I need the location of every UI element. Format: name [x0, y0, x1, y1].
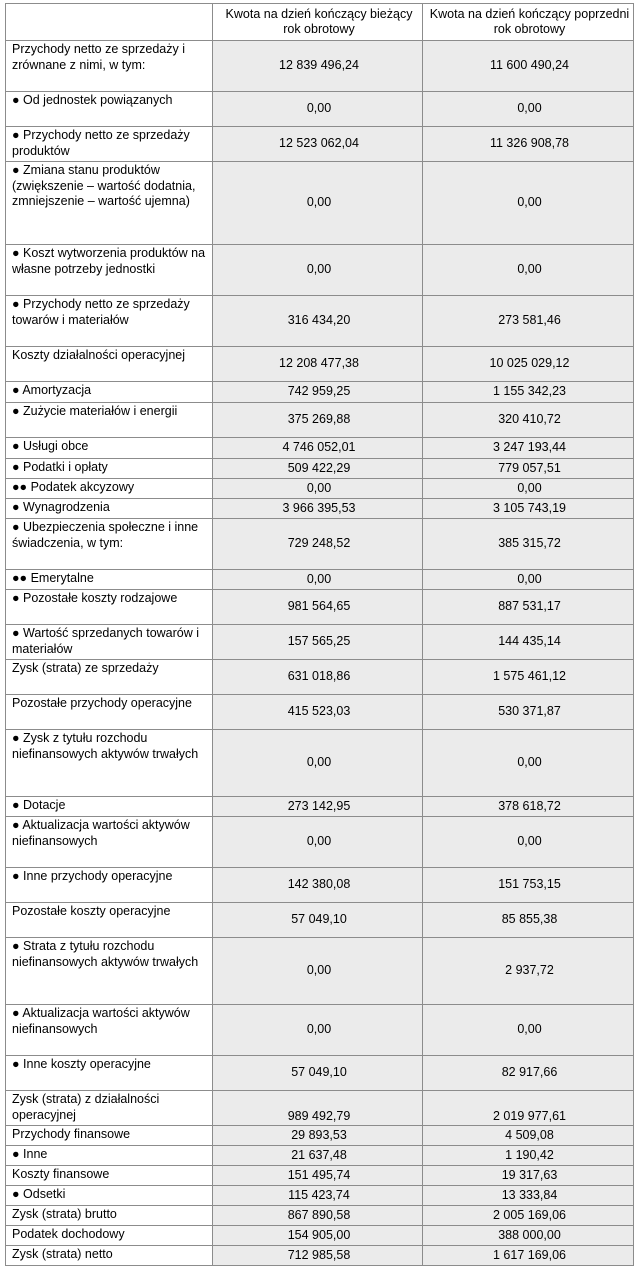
row-value-previous: 1 617 169,06 [423, 1246, 634, 1266]
row-label: Pozostałe przychody operacyjne [6, 695, 213, 730]
row-value-current: 742 959,25 [213, 382, 423, 403]
row-label: ● Podatki i opłaty [6, 459, 213, 479]
table-row [6, 127, 634, 162]
row-value-current: 316 434,20 [213, 296, 423, 347]
table-row [6, 1226, 634, 1246]
table-row [6, 162, 634, 245]
row-label: ● Wynagrodzenia [6, 499, 213, 519]
row-label: ● Zużycie materiałów i energii [6, 403, 213, 438]
row-value-previous: 2 005 169,06 [423, 1206, 634, 1226]
table-row [6, 817, 634, 868]
row-value-previous: 530 371,87 [423, 695, 634, 730]
row-value-previous: 3 105 743,19 [423, 499, 634, 519]
table-row [6, 903, 634, 938]
row-label: ● Przychody netto ze sprzedaży produktów [6, 127, 213, 162]
table-row [6, 1056, 634, 1091]
table-row [6, 459, 634, 479]
row-value-current: 712 985,58 [213, 1246, 423, 1266]
row-label: ● Odsetki [6, 1186, 213, 1206]
table-row [6, 695, 634, 730]
row-value-current: 29 893,53 [213, 1126, 423, 1146]
row-value-current: 867 890,58 [213, 1206, 423, 1226]
row-value-previous: 0,00 [423, 162, 634, 245]
table-row [6, 868, 634, 903]
row-value-previous: 2 937,72 [423, 938, 634, 1005]
row-label: Przychody netto ze sprzedaży i zrównane z nimi, w tym: [6, 41, 213, 92]
row-label: ● Inne [6, 1146, 213, 1166]
row-value-previous: 385 315,72 [423, 519, 634, 570]
row-value-previous: 82 917,66 [423, 1056, 634, 1091]
row-value-current: 12 208 477,38 [213, 347, 423, 382]
row-value-current: 415 523,03 [213, 695, 423, 730]
row-label: ● Usługi obce [6, 438, 213, 459]
row-value-current: 142 380,08 [213, 868, 423, 903]
row-value-previous: 887 531,17 [423, 590, 634, 625]
row-label: ● Od jednostek powiązanych [6, 92, 213, 127]
header-empty-cell [6, 4, 213, 41]
row-value-previous: 0,00 [423, 479, 634, 499]
row-value-previous: 11 326 908,78 [423, 127, 634, 162]
row-label: ● Aktualizacja wartości aktywów niefinansowych [6, 817, 213, 868]
row-label: ● Amortyzacja [6, 382, 213, 403]
row-value-current: 157 565,25 [213, 625, 423, 660]
table-row [6, 479, 634, 499]
row-label: ● Dotacje [6, 797, 213, 817]
row-label: ● Przychody netto ze sprzedaży towarów i materiałów [6, 296, 213, 347]
row-label: ● Strata z tytułu rozchodu niefinansowych aktywów trwałych [6, 938, 213, 1005]
table-row [6, 382, 634, 403]
table-row [6, 403, 634, 438]
table-row [6, 1206, 634, 1226]
table-row [6, 1166, 634, 1186]
row-label: Zysk (strata) netto [6, 1246, 213, 1266]
row-value-current: 0,00 [213, 570, 423, 590]
row-value-previous: 0,00 [423, 245, 634, 296]
table-row [6, 938, 634, 1005]
table-row [6, 438, 634, 459]
row-label: ● Aktualizacja wartości aktywów niefinansowych [6, 1005, 213, 1056]
row-value-previous: 0,00 [423, 570, 634, 590]
row-value-previous: 3 247 193,44 [423, 438, 634, 459]
table-row [6, 570, 634, 590]
row-value-previous: 388 000,00 [423, 1226, 634, 1246]
row-value-previous: 151 753,15 [423, 868, 634, 903]
row-value-previous: 19 317,63 [423, 1166, 634, 1186]
row-label: ● Koszt wytworzenia produktów na własne potrzeby jednostki [6, 245, 213, 296]
row-value-previous: 0,00 [423, 1005, 634, 1056]
row-value-current: 115 423,74 [213, 1186, 423, 1206]
row-value-current: 989 492,79 [213, 1091, 423, 1126]
row-value-current: 0,00 [213, 92, 423, 127]
row-value-current: 729 248,52 [213, 519, 423, 570]
row-value-previous: 2 019 977,61 [423, 1091, 634, 1126]
financial-statement-table [5, 3, 634, 1266]
row-value-current: 4 746 052,01 [213, 438, 423, 459]
table-row [6, 347, 634, 382]
row-value-previous: 85 855,38 [423, 903, 634, 938]
row-value-current: 0,00 [213, 938, 423, 1005]
table-row [6, 1186, 634, 1206]
row-value-previous: 320 410,72 [423, 403, 634, 438]
row-value-current: 375 269,88 [213, 403, 423, 438]
row-label: ● Ubezpieczenia społeczne i inne świadczenia, w tym: [6, 519, 213, 570]
row-value-current: 21 637,48 [213, 1146, 423, 1166]
row-value-previous: 273 581,46 [423, 296, 634, 347]
row-value-current: 631 018,86 [213, 660, 423, 695]
row-value-previous: 0,00 [423, 817, 634, 868]
row-label: ●● Emerytalne [6, 570, 213, 590]
row-value-current: 151 495,74 [213, 1166, 423, 1186]
row-label: Zysk (strata) ze sprzedaży [6, 660, 213, 695]
table-body [6, 41, 634, 1266]
table-row [6, 296, 634, 347]
row-value-previous: 779 057,51 [423, 459, 634, 479]
row-label: Zysk (strata) z działalności operacyjnej [6, 1091, 213, 1126]
row-label: Podatek dochodowy [6, 1226, 213, 1246]
row-value-current: 3 966 395,53 [213, 499, 423, 519]
table-row [6, 499, 634, 519]
row-value-current: 0,00 [213, 730, 423, 797]
row-label: ● Inne przychody operacyjne [6, 868, 213, 903]
row-label: ● Zmiana stanu produktów (zwiększenie – wartość dodatnia, zmniejszenie – wartość ujemna) [6, 162, 213, 245]
table-row [6, 660, 634, 695]
row-value-previous: 4 509,08 [423, 1126, 634, 1146]
row-value-previous: 1 190,42 [423, 1146, 634, 1166]
row-value-current: 0,00 [213, 162, 423, 245]
row-value-current: 57 049,10 [213, 1056, 423, 1091]
row-label: Pozostałe koszty operacyjne [6, 903, 213, 938]
table-row [6, 245, 634, 296]
table-row [6, 1091, 634, 1126]
row-label: ● Inne koszty operacyjne [6, 1056, 213, 1091]
table-row [6, 1126, 634, 1146]
row-value-current: 154 905,00 [213, 1226, 423, 1246]
row-value-current: 509 422,29 [213, 459, 423, 479]
row-value-previous: 1 155 342,23 [423, 382, 634, 403]
table-row [6, 1146, 634, 1166]
header-current-year: Kwota na dzień kończący bieżący rok obrotowy [213, 4, 423, 41]
row-value-current: 12 523 062,04 [213, 127, 423, 162]
header-previous-year: Kwota na dzień kończący poprzedni rok obrotowy [423, 4, 634, 41]
row-value-previous: 144 435,14 [423, 625, 634, 660]
row-value-previous: 1 575 461,12 [423, 660, 634, 695]
row-label: Koszty działalności operacyjnej [6, 347, 213, 382]
row-value-previous: 11 600 490,24 [423, 41, 634, 92]
row-value-current: 57 049,10 [213, 903, 423, 938]
row-value-previous: 10 025 029,12 [423, 347, 634, 382]
row-label: Zysk (strata) brutto [6, 1206, 213, 1226]
table-row [6, 590, 634, 625]
row-label: ● Pozostałe koszty rodzajowe [6, 590, 213, 625]
row-value-current: 0,00 [213, 245, 423, 296]
row-value-previous: 378 618,72 [423, 797, 634, 817]
table-row [6, 730, 634, 797]
table-row [6, 519, 634, 570]
table-row [6, 1246, 634, 1266]
row-value-current: 12 839 496,24 [213, 41, 423, 92]
row-value-current: 0,00 [213, 479, 423, 499]
row-value-previous: 0,00 [423, 730, 634, 797]
table-row [6, 92, 634, 127]
table-row [6, 797, 634, 817]
row-label: ● Zysk z tytułu rozchodu niefinansowych aktywów trwałych [6, 730, 213, 797]
row-value-current: 0,00 [213, 817, 423, 868]
row-value-previous: 13 333,84 [423, 1186, 634, 1206]
row-label: ●● Podatek akcyzowy [6, 479, 213, 499]
row-value-current: 0,00 [213, 1005, 423, 1056]
row-label: Przychody finansowe [6, 1126, 213, 1146]
row-value-previous: 0,00 [423, 92, 634, 127]
row-label: ● Wartość sprzedanych towarów i materiałów [6, 625, 213, 660]
header-row [6, 4, 634, 41]
row-label: Koszty finansowe [6, 1166, 213, 1186]
table-row [6, 625, 634, 660]
row-value-current: 981 564,65 [213, 590, 423, 625]
table-row [6, 1005, 634, 1056]
table-row [6, 41, 634, 92]
row-value-current: 273 142,95 [213, 797, 423, 817]
